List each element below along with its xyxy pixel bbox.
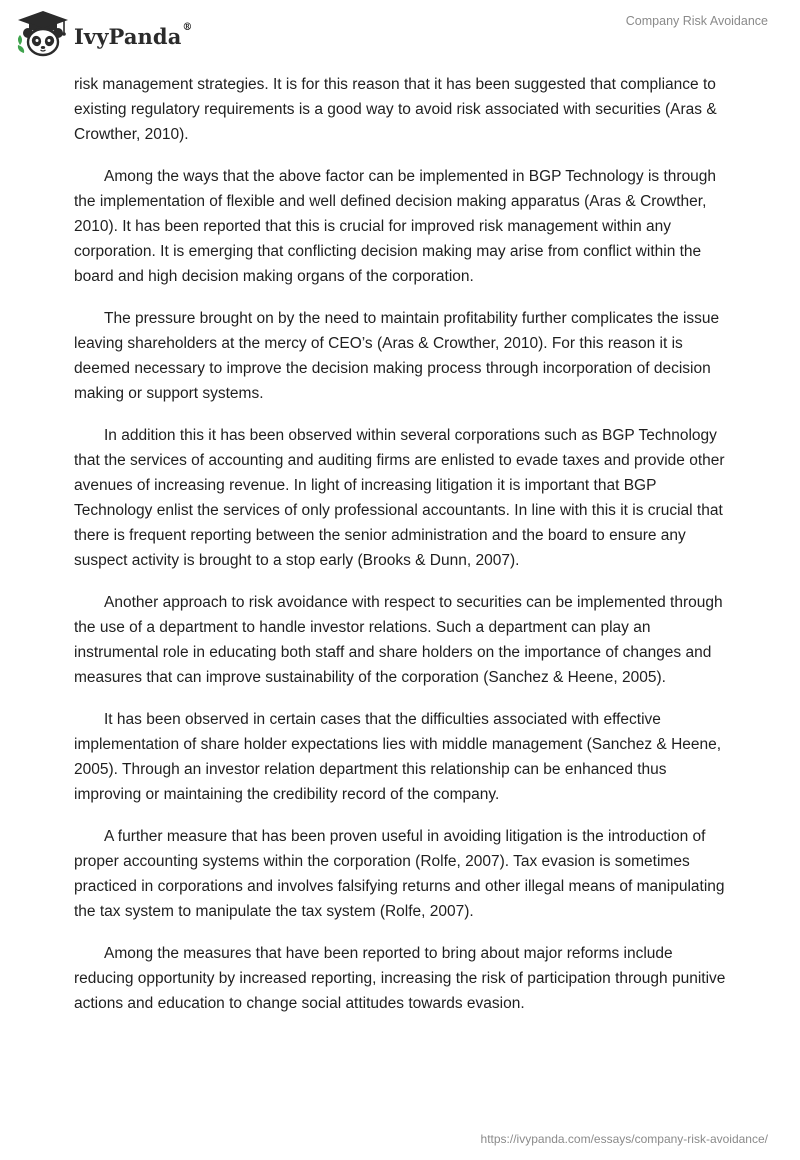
paragraph: In addition this it has been observed within several corporations such as BGP Technology that the services of accounting and auditing firms are enlisted to evade taxes and provide other avenues of increasing revenue. In light of increasing litigation it is important that BGP Technology enlist the services of only professional accountants. In line with this it is crucial that there is frequent reporting between the senior administration and the board to ensure any suspect activity is brought to a stop early (Brooks & Dunn, 2007). — [74, 427, 725, 569]
document-title: Company Risk Avoidance — [625, 14, 768, 28]
paragraph: Among the ways that the above factor can be implemented in BGP Technology is through the implementation of flexible and well defined decision making apparatus (Aras & Crowther, 2010). It has been reported that this is crucial for improved risk management within any corporation. It is emerging that conflicting decision making may arise from conflict within the board and high decision making organs of the corporation. — [74, 168, 717, 285]
logo-text: IvyPanda® — [74, 21, 193, 49]
paragraph: A further measure that has been proven useful in avoiding litigation is the introduction of proper accounting systems within the corporation (Rolfe, 2007). Tax evasion is sometimes practiced in corporations and involves falsifying returns and other illegal means of manipulating the tax system to manipulate the tax system (Rolfe, 2007). — [74, 828, 725, 920]
paragraph: risk management strategies. It is for this reason that it has been suggested that compliance to existing regulatory requirements is a good way to avoid risk associated with securities (Aras & Crowther, 2010). — [74, 76, 717, 143]
page-header — [0, 0, 800, 64]
ivypanda-logo[interactable] — [14, 9, 193, 57]
paragraph: Another approach to risk avoidance with respect to securities can be implemented through the use of a department to handle investor relations. Such a department can play an instrumental role in educating both staff and share holders on the importance of changes and measures that can improve sustainability of the corporation (Sanchez & Heene, 2005). — [74, 594, 723, 686]
panda-graduation-icon — [14, 9, 72, 57]
paragraph: It has been observed in certain cases that the difficulties associated with effective implementation of share holder expectations lies with middle management (Sanchez & Heene, 2005). Through an investor relation department this relationship can be enhanced thus improving or maintaining the credibility record of the company. — [74, 711, 722, 803]
source-url[interactable]: https://ivypanda.com/essays/company-risk-avoidance/ — [480, 1132, 768, 1146]
essay-body — [74, 72, 734, 1033]
paragraph: The pressure brought on by the need to maintain profitability further complicates the issue leaving shareholders at the mercy of CEO’s (Aras & Crowther, 2010). For this reason it is deemed necessary to improve the decision making process through incorporation of decision making or support systems. — [74, 310, 720, 402]
paragraph: Among the measures that have been reported to bring about major reforms include reducing opportunity by increased reporting, increasing the risk of participation through punitive actions and education to change social attitudes towards evasion. — [74, 945, 726, 1012]
